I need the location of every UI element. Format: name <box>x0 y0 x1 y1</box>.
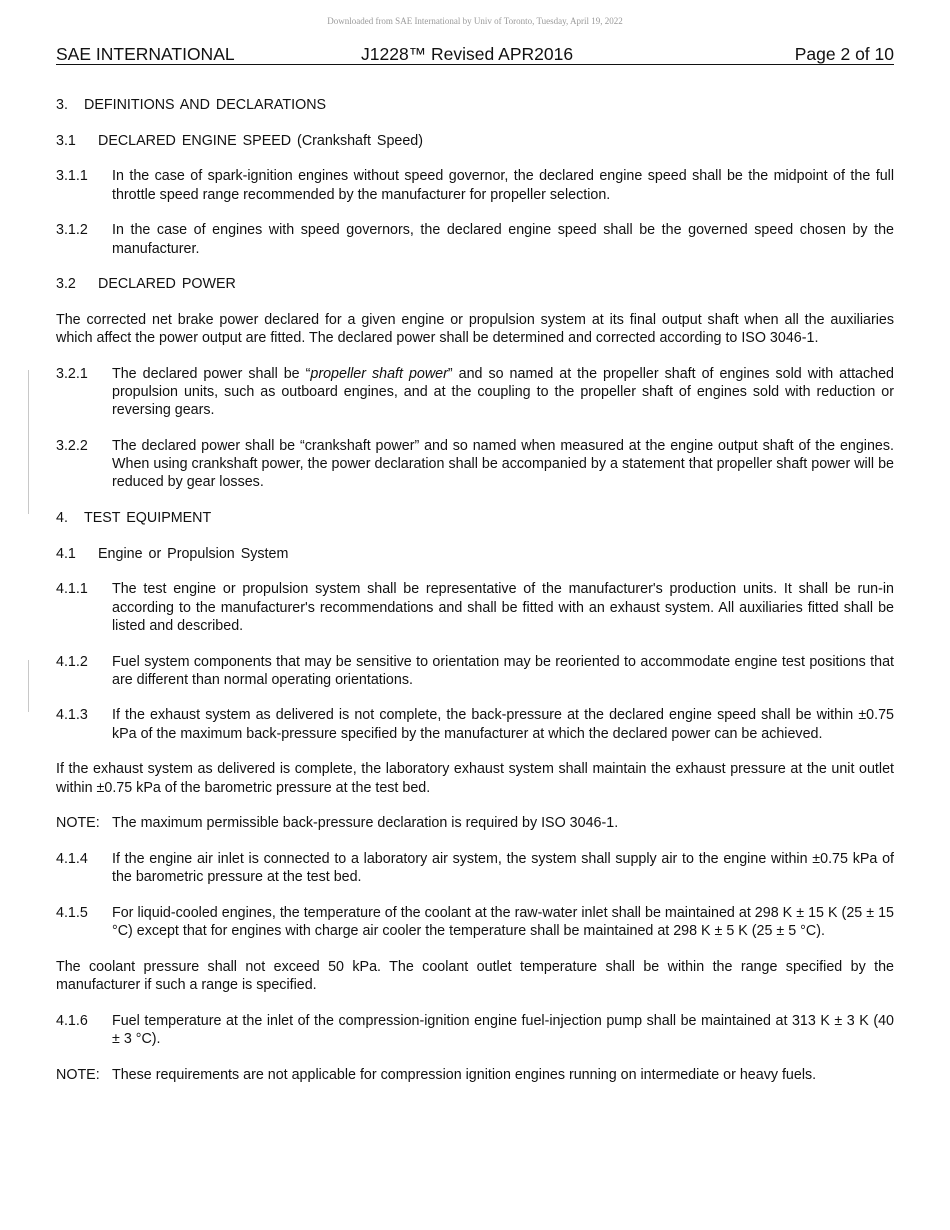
section-heading-3-2: 3.2 DECLARED POWER <box>56 276 236 293</box>
section-heading-3-1: 3.1 DECLARED ENGINE SPEED (Crankshaft Speed) <box>56 132 424 149</box>
clause-3-2-1: 3.2.1 The declared power shall be “propeller shaft power” and so named at the propeller shaft of engines sold with attached propulsion units, such as outboard engines, and at the coupling to the propeller shaft of engines sold with reduction or reversing gears. <box>56 365 894 419</box>
header-org: SAE INTERNATIONAL <box>56 44 235 64</box>
clause-3-1-2: 3.1.2 In the case of engines with speed governors, the declared engine speed shall be the governed speed chosen by the manufacturer. <box>56 222 894 257</box>
download-note: Downloaded from SAE International by Univ of Toronto, Tuesday, April 19, 2022 <box>327 16 623 26</box>
clause-4-1-4: 4.1.4 If the engine air inlet is connected to a laboratory air system, the system shall supply air to the engine within ±0.75 kPa of the barometric pressure at the test bed. <box>56 850 894 886</box>
header-page-number: Page 2 of 10 <box>794 44 894 64</box>
page-header <box>56 44 894 65</box>
paragraph-declared-power: The corrected net brake power declared for a given engine or propulsion system at its final output shaft when all the auxiliaries which affect the power output are fitted. The declared power shall be determined and corrected according to ISO 3046-1. <box>56 311 894 347</box>
clause-4-1-2: 4.1.2 Fuel system components that may be sensitive to orientation may be reoriented to accommodate engine test positions that are different than normal operating orientations. <box>56 653 894 688</box>
note-back-pressure: NOTE: The maximum permissible back-pressure declaration is required by ISO 3046-1. <box>56 815 619 832</box>
change-bar <box>28 660 29 712</box>
emphasis-propeller-shaft-power: propeller shaft power <box>310 365 448 382</box>
clause-4-1-1: 4.1.1 The test engine or propulsion system shall be representative of the manufacturer's production units. It shall be run-in according to the manufacturer's recommendations and shall be fitted with an exhaust system. All auxiliaries fitted shall be listed and described. <box>56 581 894 634</box>
paragraph-coolant-pressure: The coolant pressure shall not exceed 50 kPa. The coolant outlet temperature shall be within the range specified by the manufacturer if such a range is specified. <box>56 958 894 993</box>
section-heading-3: 3. DEFINITIONS AND DECLARATIONS <box>56 97 327 113</box>
note-heavy-fuels: NOTE: These requirements are not applicable for compression ignition engines running on intermediate or heavy fuels. <box>56 1066 817 1083</box>
clause-4-1-3: 4.1.3 If the exhaust system as delivered is not complete, the back-pressure at the declared engine speed shall be within ±0.75 kPa of the maximum back-pressure specified by the manufacturer at which the declared power can be achieved. <box>56 707 894 742</box>
clause-3-1-1: 3.1.1 In the case of spark-ignition engines without speed governor, the declared engine speed shall be the midpoint of the full throttle speed range recommended by the manufacturer for propeller selection. <box>56 168 894 203</box>
header-doc-id: J1228™ Revised APR2016 <box>361 44 574 64</box>
paragraph-exhaust-complete: If the exhaust system as delivered is complete, the laboratory exhaust system shall maintain the exhaust pressure at the unit outlet within ±0.75 kPa of the barometric pressure at the test bed. <box>56 761 894 796</box>
page-body <box>56 96 894 1101</box>
clause-3-2-2: 3.2.2 The declared power shall be “crankshaft power” and so named when measured at the engine output shaft of the engines. When using crankshaft power, the power declaration shall be accompanied by a statement that propeller shaft power will be reduced by gear losses. <box>56 437 894 491</box>
section-heading-4: 4. TEST EQUIPMENT <box>56 510 212 527</box>
change-bar <box>28 370 29 514</box>
section-heading-4-1: 4.1 Engine or Propulsion System <box>56 545 289 562</box>
clause-4-1-6: 4.1.6 Fuel temperature at the inlet of the compression-ignition engine fuel-injection pump shall be maintained at 313 K ± 3 K (40 ± 3 °C). <box>56 1012 894 1047</box>
clause-4-1-5: 4.1.5 For liquid-cooled engines, the temperature of the coolant at the raw-water inlet shall be maintained at 298 K ± 15 K (25 ± 15 °C) except that for engines with charge air cooler the temperature shall be maintained at 298 K ± 5 K (25 ± 5 °C). <box>56 904 894 940</box>
